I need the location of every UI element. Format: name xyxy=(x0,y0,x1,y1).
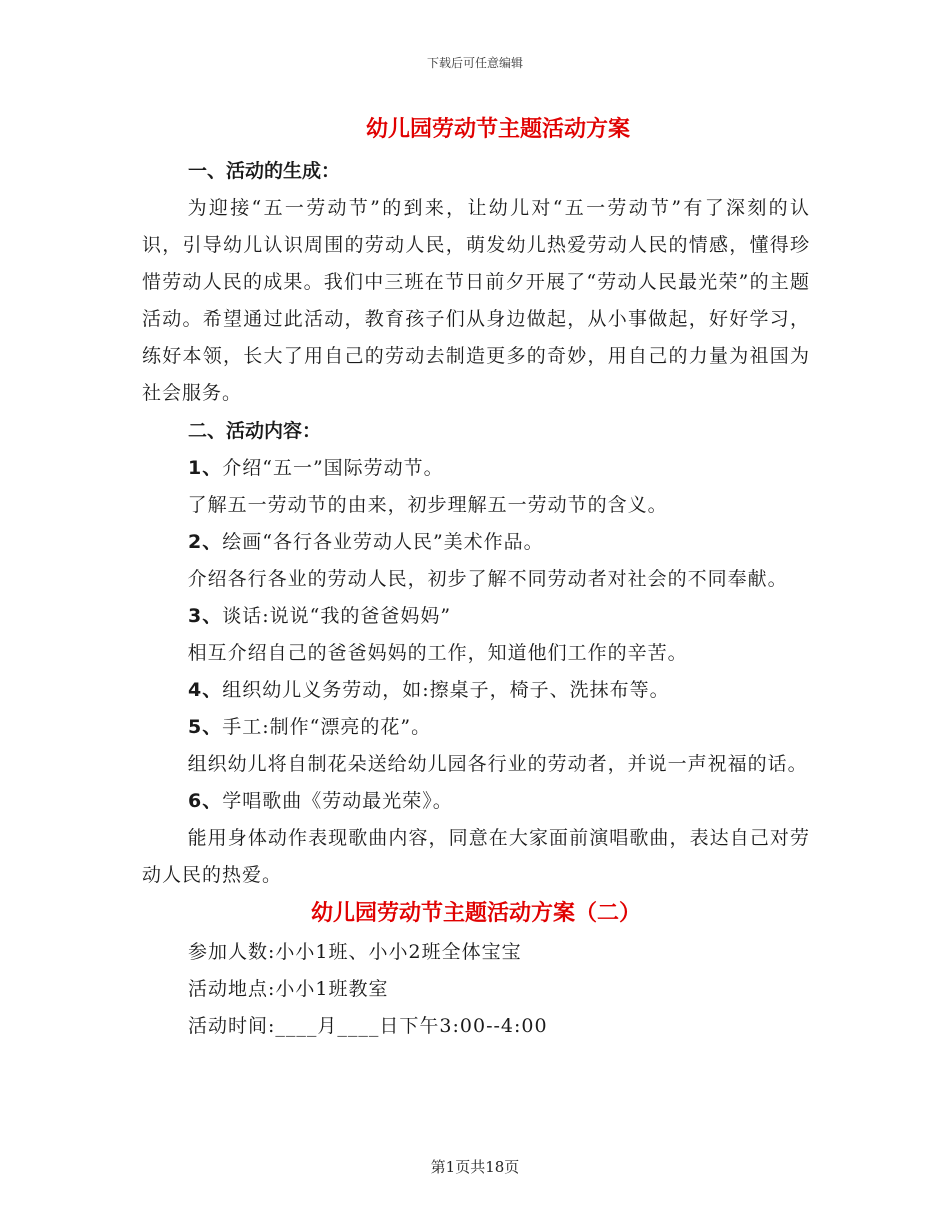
section-heading-content: 二、活动内容： xyxy=(188,420,322,442)
list-item: 3、谈话:说说“我的爸爸妈妈” xyxy=(188,605,452,627)
info-location: 活动地点:小小1班教室 xyxy=(188,978,389,1000)
page-header-note: 下载后可任意编辑 xyxy=(426,56,523,70)
list-item: 2、绘画“各行各业劳动人民”美术作品。 xyxy=(188,531,544,553)
paragraph-intro: 为迎接“五一劳动节”的到来，让幼儿对“五一劳动节”有了深刻的认识，引导幼儿认识周围的劳动人民，萌发幼儿热爱劳动人民的情感，懂得珍惜劳动人民的成果。我们中三班在节日前夕开展了“劳动人民最光荣”的主题活动。希望通过此活动，教育孩子们从身边做起，从小事做起，好好学习，练好本领，长大了用自己的劳动去制造更多的奇妙，用自己的力量为祖国为社会服务。 xyxy=(142,197,810,404)
info-participants: 参加人数:小小1班、小小2班全体宝宝 xyxy=(188,941,522,963)
list-item: 6、学唱歌曲《劳动最光荣》。 xyxy=(188,790,453,812)
list-item: 4、组织幼儿义务劳动，如:擦桌子，椅子、洗抹布等。 xyxy=(188,679,670,701)
list-item-description: 相互介绍自己的爸爸妈妈的工作，知道他们工作的辛苦。 xyxy=(187,642,688,664)
info-time: 活动时间:____月____日下午3:00--4:00 xyxy=(188,1015,548,1037)
document-title: 幼儿园劳动节主题活动方案 xyxy=(365,117,630,142)
list-item-description: 了解五一劳动节的由来，初步理解五一劳动节的含义。 xyxy=(187,494,668,516)
page-number: 第1页共18页 xyxy=(430,1158,520,1176)
list-item: 5、手工:制作“漂亮的花”。 xyxy=(188,716,432,738)
list-item-description: 介绍各行各业的劳动人民，初步了解不同劳动者对社会的不同奉献。 xyxy=(187,568,788,590)
document-page xyxy=(142,108,810,1045)
document-subtitle: 幼儿园劳动节主题活动方案（二） xyxy=(310,901,641,926)
list-item-description: 能用身体动作表现歌曲内容，同意在大家面前演唱歌曲，表达自己对劳动人民的热爱。 xyxy=(142,827,810,886)
list-item: 1、介绍“五一”国际劳动节。 xyxy=(188,457,444,479)
section-heading-generation: 一、活动的生成： xyxy=(188,160,341,182)
list-item-description: 组织幼儿将自制花朵送给幼儿园各行业的劳动者，并说一声祝福的话。 xyxy=(187,753,808,775)
